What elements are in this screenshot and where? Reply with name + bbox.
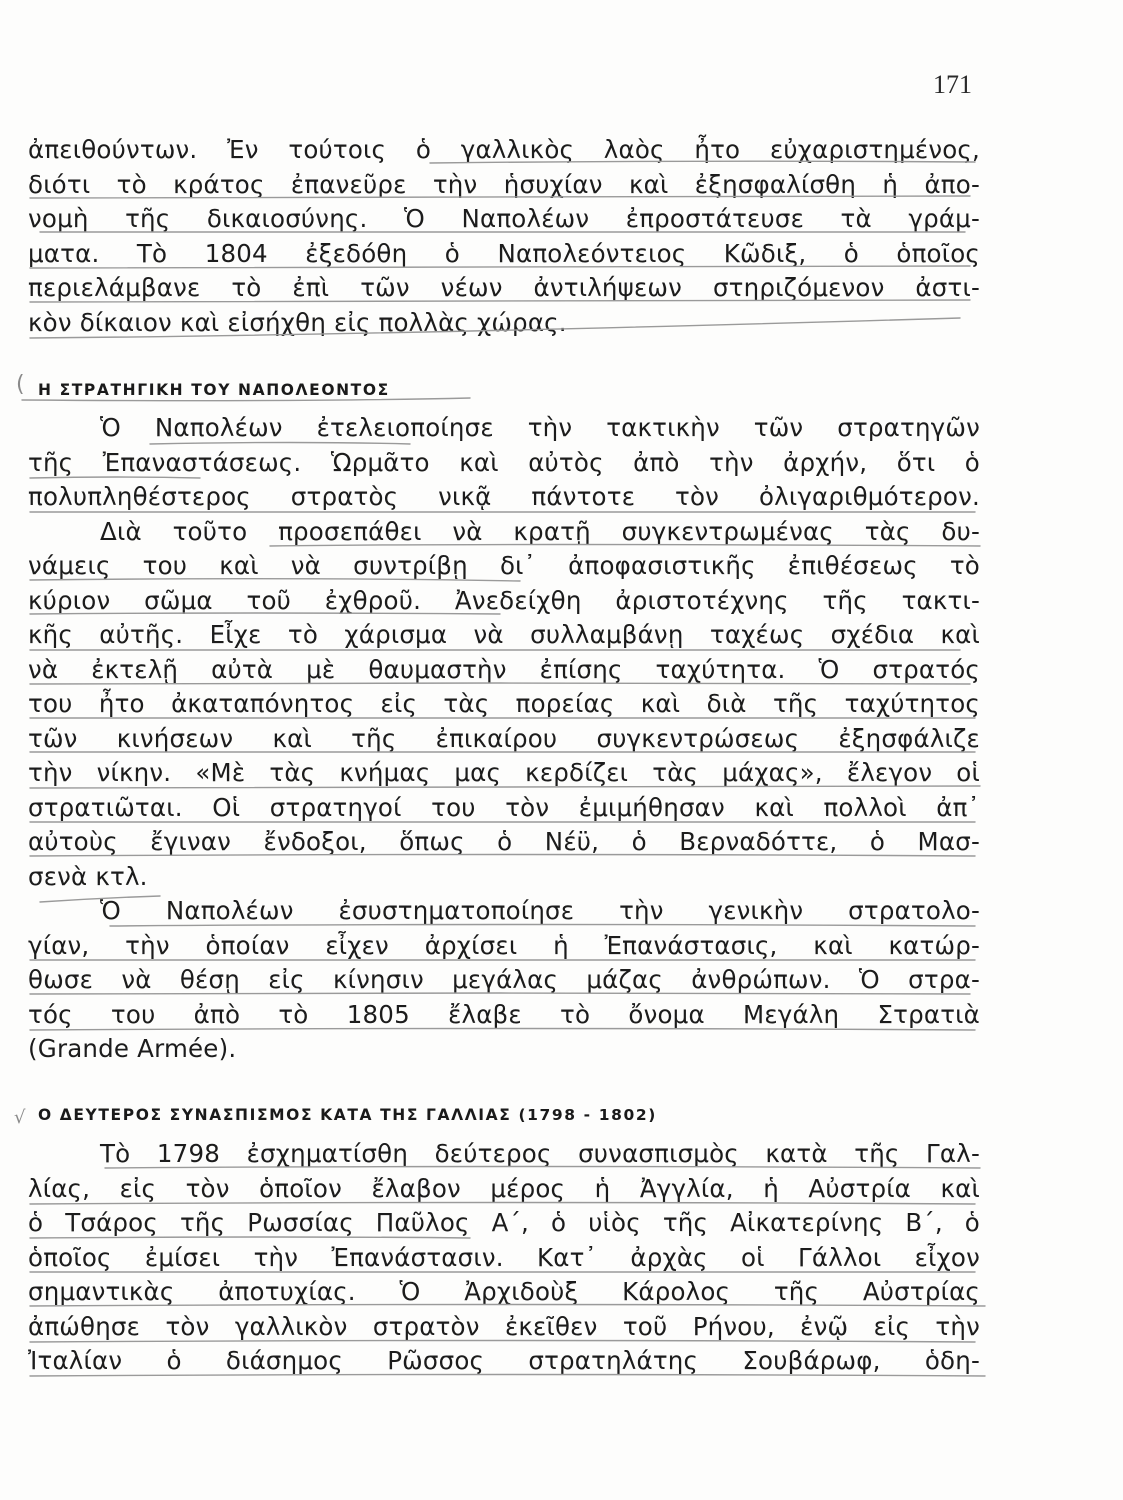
text-line: Ὁ Ναπολέων ἐσυστηματοποίησε τὴν γενικὴν στρατολο- bbox=[100, 896, 980, 925]
text-line: περιελάμβανε τὸ ἐπὶ τῶν νέων ἀντιλήψεων στηριζόμενον ἀστι- bbox=[28, 273, 980, 302]
text-line: τός του ἀπὸ τὸ 1805 ἔλαβε τὸ ὄνομα Μεγάλη Στρατιὰ bbox=[28, 999, 980, 1029]
text-line: κῆς αὐτῆς. Εἶχε τὸ χάρισμα νὰ συλλαμβάνῃ ταχέως σχέδια καὶ bbox=[28, 620, 980, 649]
text-line: στρατιῶται. Οἱ στρατηγοί του τὸν ἐμιμήθησαν καὶ πολλοὶ ἀπ᾿ bbox=[28, 792, 980, 822]
text-line: διότι τὸ κράτος ἐπανεῦρε τὴν ἡσυχίαν καὶ ἐξησφαλίσθη ἡ ἀπο- bbox=[28, 169, 980, 199]
text-line: του ἦτο ἀκαταπόνητος εἰς τὰς πορείας καὶ διὰ τῆς ταχύτητος bbox=[28, 689, 980, 718]
text-line: νομὴ τῆς δικαιοσύνης. Ὁ Ναπολέων ἐπροστάτευσε τὰ γράμ- bbox=[28, 204, 980, 233]
text-line: σενὰ κτλ. bbox=[28, 861, 148, 891]
paragraph-strategy bbox=[28, 411, 980, 1067]
text-line: πολυπληθέστερος στρατὸς νικᾷ πάντοτε τὸν ὀλιγαριθμότερον. bbox=[28, 482, 980, 511]
text-line: ὁ Τσάρος τῆς Ρωσσίας Παῦλος Α΄, ὁ υἱὸς τῆς Αἰκατερίνης Β΄, ὁ bbox=[28, 1208, 980, 1237]
text-line: γίαν, τὴν ὁποίαν εἶχεν ἀρχίσει ἡ Ἐπανάστασις, καὶ κατώρ- bbox=[28, 930, 980, 960]
paragraph-second-coalition bbox=[28, 1137, 980, 1379]
text-line: Διὰ τοῦτο προσεπάθει νὰ κρατῇ συγκεντρωμένας τὰς δυ- bbox=[100, 516, 980, 546]
page-number: 171 bbox=[933, 70, 972, 99]
text-line: νάμεις του καὶ νὰ συντρίβῃ δι᾿ ἀποφασιστικῆς ἐπιθέσεως τὸ bbox=[28, 551, 980, 580]
text-line: νὰ ἐκτελῇ αὐτὰ μὲ θαυμαστὴν ἐπίσης ταχύτητα. Ὁ στρατός bbox=[28, 654, 980, 684]
pencil-bracket-mark: ( bbox=[16, 372, 25, 397]
text-line: ὁποῖος ἐμίσει τὴν Ἐπανάστασιν. Κατ᾿ ἀρχὰς οἱ Γάλλοι εἶχον bbox=[28, 1242, 980, 1272]
text-line: αὐτοὺς ἔγιναν ἔνδοξοι, ὅπως ὁ Νέϋ, ὁ Βερναδόττε, ὁ Μασ- bbox=[28, 827, 980, 856]
text-line: τὴν νίκην. «Μὲ τὰς κνήμας μας κερδίζει τὰς μάχας», ἔλεγον οἱ bbox=[28, 758, 980, 787]
text-line: κύριον σῶμα τοῦ ἐχθροῦ. Ἀνεδείχθη ἀριστοτέχνης τῆς τακτι- bbox=[28, 585, 980, 615]
text-line: τῆς Ἐπαναστάσεως. Ὡρμᾶτο καὶ αὐτὸς ἀπὸ τὴν ἀρχήν, ὅτι ὁ bbox=[28, 447, 980, 477]
text-line: θωσε νὰ θέσῃ εἰς κίνησιν μεγάλας μάζας ἀνθρώπων. Ὁ στρα- bbox=[28, 965, 980, 994]
text-line: σημαντικὰς ἀποτυχίας. Ὁ Ἀρχιδοὺξ Κάρολος τῆς Αὐστρίας bbox=[28, 1277, 980, 1306]
pencil-check-mark: √ bbox=[14, 1107, 26, 1128]
text-line: ματα. Τὸ 1804 ἐξεδόθη ὁ Ναπολεόντειος Κῶδιξ, ὁ ὁποῖος bbox=[28, 238, 980, 268]
section-heading-strategy: Η ΣΤΡΑΤΗΓΙΚΗ ΤΟΥ ΝΑΠΟΛΕΟΝΤΟΣ bbox=[38, 381, 390, 399]
text-line: τῶν κινήσεων καὶ τῆς ἐπικαίρου συγκεντρώσεως ἐξησφάλιζε bbox=[28, 723, 980, 753]
text-line: Ἰταλίαν ὁ διάσημος Ρῶσσος στρατηλάτης Σουβάρωφ, ὁδη- bbox=[28, 1346, 980, 1375]
text-line: κὸν δίκαιον καὶ εἰσήχθη εἰς πολλὰς χώρας. bbox=[28, 307, 567, 337]
section-heading-second-coalition: Ο ΔΕΥΤΕΡΟΣ ΣΥΝΑΣΠΙΣΜΟΣ ΚΑΤΑ ΤΗΣ ΓΑΛΛΙΑΣ (1798 - 1802) bbox=[38, 1106, 657, 1124]
text-line: Τὸ 1798 ἐσχηματίσθη δεύτερος συνασπισμὸς κατὰ τῆς Γαλ- bbox=[100, 1139, 980, 1168]
text-line: λίας, εἰς τὸν ὁποῖον ἔλαβον μέρος ἡ Ἀγγλία, ἡ Αὐστρία καὶ bbox=[28, 1173, 980, 1203]
text-line: ἀπειθούντων. Ἐν τούτοις ὁ γαλλικὸς λαὸς ἦτο εὐχαριστημένος, bbox=[28, 135, 980, 164]
text-line: ἀπώθησε τὸν γαλλικὸν στρατὸν ἐκεῖθεν τοῦ Ρήνου, ἐνῷ εἰς τὴν bbox=[28, 1311, 980, 1341]
text-line: Ὁ Ναπολέων ἐτελειοποίησε τὴν τακτικὴν τῶν στρατηγῶν bbox=[100, 413, 980, 442]
text-line: (Grande Armée). bbox=[28, 1034, 237, 1063]
paragraph-civil-code bbox=[28, 133, 980, 340]
